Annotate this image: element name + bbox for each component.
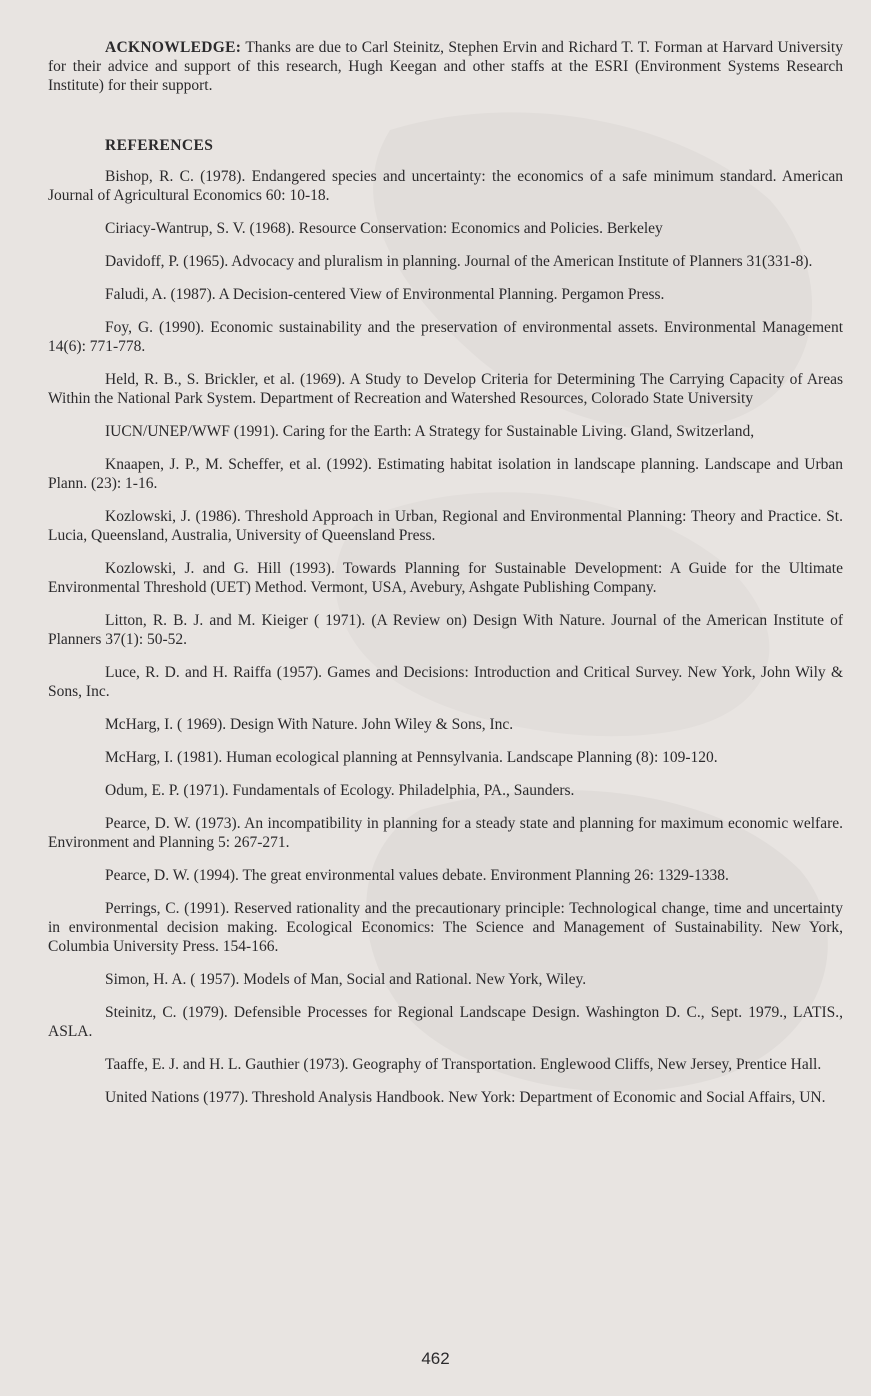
acknowledgement-paragraph: [48, 38, 843, 95]
reference-item: Davidoff, P. (1965). Advocacy and pluralism in planning. Journal of the American Institute of Planners 31(331-8).: [105, 253, 813, 270]
reference-item: Luce, R. D. and H. Raiffa (1957). Games and Decisions: Introduction and Critical Survey. New York, John Wily & Sons, Inc.: [48, 664, 843, 700]
page-body: [48, 38, 843, 1121]
reference-item: Ciriacy-Wantrup, S. V. (1968). Resource Conservation: Economics and Policies. Berkeley: [105, 220, 663, 237]
acknowledgement-text: Thanks are due to Carl Steinitz, Stephen Ervin and Richard T. T. Forman at Harvard University for their advice and support of this research, Hugh Keegan and other staffs at the ESRI (Environment Systems Research Institute) for their support.: [48, 39, 843, 94]
reference-item: Kozlowski, J. (1986). Threshold Approach in Urban, Regional and Environmental Planning: Theory and Practice. St. Lucia, Queensland, Australia, University of Queensland Press.: [48, 508, 843, 544]
reference-item: Knaapen, J. P., M. Scheffer, et al. (1992). Estimating habitat isolation in landscape planning. Landscape and Urban Plann. (23): 1-16.: [48, 456, 843, 492]
reference-item: Litton, R. B. J. and M. Kieiger ( 1971). (A Review on) Design With Nature. Journal of the American Institute of Planners 37(1): 50-52.: [48, 612, 843, 648]
reference-item: Odum, E. P. (1971). Fundamentals of Ecology. Philadelphia, PA., Saunders.: [105, 782, 575, 799]
reference-item: United Nations (1977). Threshold Analysis Handbook. New York: Department of Economic and Social Affairs, UN.: [105, 1089, 826, 1106]
references-heading: REFERENCES: [105, 137, 214, 154]
reference-item: Taaffe, E. J. and H. L. Gauthier (1973). Geography of Transportation. Englewood Cliffs, New Jersey, Prentice Hall.: [105, 1056, 822, 1073]
reference-item: Foy, G. (1990). Economic sustainability and the preservation of environmental assets. Environmental Management 14(6): 771-778.: [48, 319, 843, 355]
reference-item: Faludi, A. (1987). A Decision-centered View of Environmental Planning. Pergamon Press.: [105, 286, 665, 303]
reference-item: McHarg, I. (1981). Human ecological planning at Pennsylvania. Landscape Planning (8): 109-120.: [105, 749, 718, 766]
reference-item: IUCN/UNEP/WWF (1991). Caring for the Earth: A Strategy for Sustainable Living. Gland, Switzerland,: [105, 423, 755, 440]
reference-item: Steinitz, C. (1979). Defensible Processes for Regional Landscape Design. Washington D. C., Sept. 1979., LATIS., ASLA.: [48, 1004, 843, 1040]
reference-item: Held, R. B., S. Brickler, et al. (1969). A Study to Develop Criteria for Determining The Carrying Capacity of Areas Within the National Park System. Department of Recreation and Watershed Resources, Colorado State University: [48, 371, 843, 407]
reference-item: Bishop, R. C. (1978). Endangered species and uncertainty: the economics of a safe minimum standard. American Journal of Agricultural Economics 60: 10-18.: [48, 168, 843, 204]
reference-item: Kozlowski, J. and G. Hill (1993). Towards Planning for Sustainable Development: A Guide for the Ultimate Environmental Threshold (UET) Method. Vermont, USA, Avebury, Ashgate Publishing Company.: [48, 560, 843, 596]
reference-item: Perrings, C. (1991). Reserved rationality and the precautionary principle: Technological change, time and uncertainty in environmental decision making. Ecological Economics: The Science and Management of Sustainability. New York, Columbia University Press. 154-166.: [48, 900, 843, 955]
reference-item: Pearce, D. W. (1994). The great environmental values debate. Environment Planning 26: 1329-1338.: [105, 867, 729, 884]
acknowledgement-heading: ACKNOWLEDGE:: [105, 39, 242, 56]
reference-item: Simon, H. A. ( 1957). Models of Man, Social and Rational. New York, Wiley.: [105, 971, 587, 988]
page-number: 462: [421, 1349, 450, 1368]
references-list: [48, 167, 843, 1107]
reference-item: Pearce, D. W. (1973). An incompatibility in planning for a steady state and planning for maximum economic welfare. Environment and Planning 5: 267-271.: [48, 815, 843, 851]
reference-item: McHarg, I. ( 1969). Design With Nature. John Wiley & Sons, Inc.: [105, 716, 514, 733]
